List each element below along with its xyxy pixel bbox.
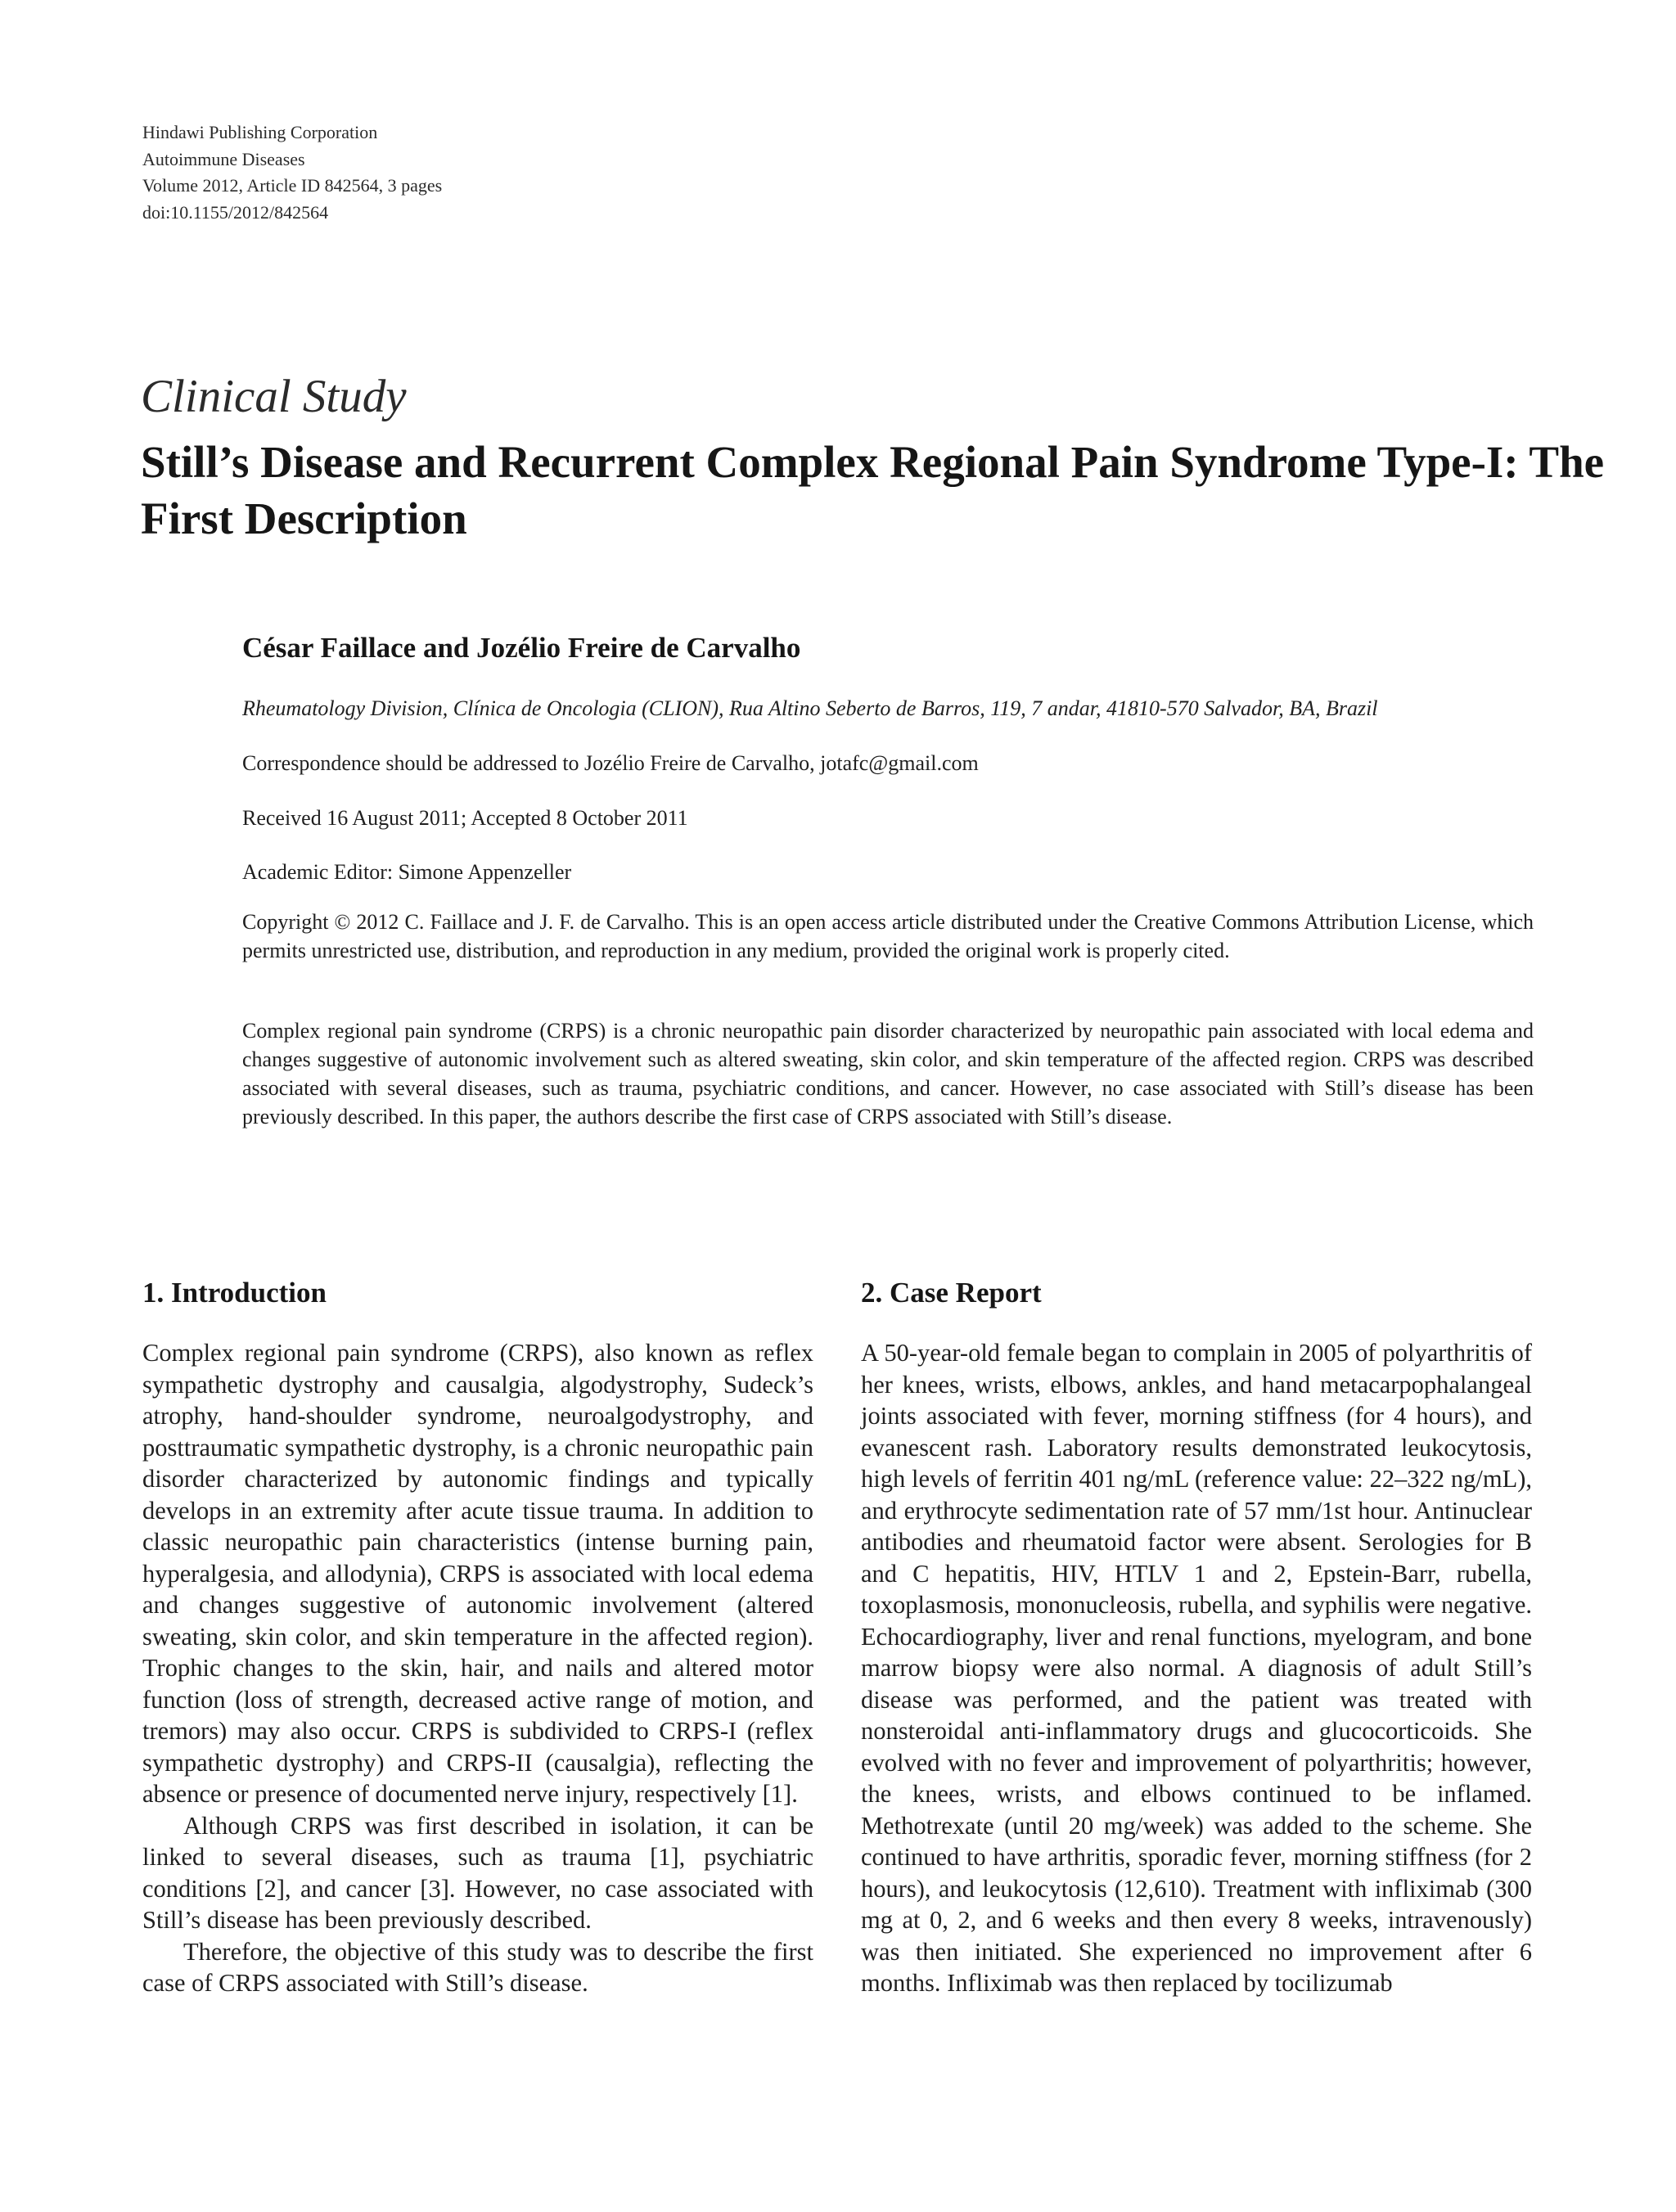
- journal-name: Autoimmune Diseases: [142, 148, 305, 169]
- correspondence: Correspondence should be addressed to Jozélio Freire de Carvalho, jotafc@gmail.com: [242, 751, 979, 775]
- author-list: César Faillace and Jozélio Freire de Carvalho: [242, 632, 801, 664]
- academic-editor: Academic Editor: Simone Appenzeller: [242, 860, 572, 884]
- paragraph: A 50-year-old female began to complain in 2005 of polyarthritis of her knees, wrists, elbows, ankles, and hand metacarpophalangeal joints associated with fever, morning stiffness (for 4 hours), and evanescent rash. Laboratory results demonstrated leukocytosis, high levels of ferritin 401 ng/mL (reference value: 22–322 ng/mL), and erythrocyte sedimentation rate of 57 mm/1st hour. Antinuclear antibodies and rheumatoid factor were absent. Serologies for B and C hepatitis, HIV, HTLV 1 and 2, Epstein-Barr, rubella, toxoplasmosis, mononucleosis, rubella, and syphilis were negative. Echocardiography, liver and renal functions, myelogram, and bone marrow biopsy were also normal. A diagnosis of adult Still’s disease was performed, and the patient was treated with nonsteroidal anti-inflammatory drugs and glucocorticoids. She evolved with no fever and improvement of polyarthritis; however, the knees, wrists, and elbows continued to be inflamed. Methotrexate (until 20 mg/week) was added to the scheme. She continued to have arthritis, sporadic fever, morning stiffness (for 2 hours), and leukocytosis (12,610). Treatment with infliximab (300 mg at 0, 2, and 6 weeks and then every 8 weeks, intravenously) was then initiated. She experienced no improvement after 6 months. Infliximab was then replaced by tocilizumab: [861, 1339, 1532, 1997]
- section-heading-case-report: 2. Case Report: [861, 1277, 1042, 1309]
- paragraph: Complex regional pain syndrome (CRPS), also known as reflex sympathetic dystrophy and causalgia, algodystrophy, Sudeck’s atrophy, hand-shoulder syndrome, neuroalgodystrophy, and posttraumatic sympathetic dystrophy, is a chronic neuropathic pain disorder characterized by autonomic findings and typically develops in an extremity after acute tissue trauma. In addition to classic neuropathic pain characteristics (intense burning pain, hyperalgesia, and allodynia), CRPS is associated with local edema and changes suggestive of autonomic involvement (altered sweating, skin color, and skin temperature in the affected region). Trophic changes to the skin, hair, and nails and altered motor function (loss of strength, decreased active range of motion, and tremors) may also occur. CRPS is subdivided to CRPS-I (reflex sympathetic dystrophy) and CRPS-II (causalgia), reflecting the absence or presence of documented nerve injury, respectively [1].: [142, 1339, 813, 1808]
- doi-text: doi:10.1155/2012/842564: [142, 201, 329, 223]
- journal-header: [142, 119, 442, 226]
- paragraph: Therefore, the objective of this study was to describe the first case of CRPS associated with Still’s disease.: [142, 1937, 813, 1997]
- article-title: Still’s Disease and Recurrent Complex Regional Pain Syndrome Type-I: The First Description: [141, 437, 1605, 543]
- introduction-section: [142, 1275, 813, 1999]
- affiliation: Rheumatology Division, Clínica de Oncologia (CLION), Rua Altino Seberto de Barros, 119, 7 andar, 41810-570 Salvador, BA, Brazil: [242, 696, 1378, 720]
- paragraph: Although CRPS was first described in isolation, it can be linked to several diseases, such as trauma [1], psychiatric conditions [2], and cancer [3]. However, no case associated with Still’s disease has been previously described.: [142, 1811, 813, 1934]
- abstract: Complex regional pain syndrome (CRPS) is a chronic neuropathic pain disorder characterized by neuropathic pain associated with local edema and changes suggestive of autonomic involvement such as altered sweating, skin color, and skin temperature of the affected region. CRPS was described associated with several diseases, such as trauma, psychiatric conditions, and cancer. However, no case associated with Still’s disease has been previously described. In this paper, the authors describe the first case of CRPS associated with Still’s disease.: [242, 1019, 1534, 1129]
- publisher-name: Hindawi Publishing Corporation: [142, 122, 378, 142]
- section-heading-introduction: 1. Introduction: [142, 1277, 327, 1309]
- case-report-section: [861, 1275, 1532, 1999]
- volume-info: Volume 2012, Article ID 842564, 3 pages: [142, 175, 443, 196]
- received-dates: Received 16 August 2011; Accepted 8 October 2011: [242, 806, 688, 830]
- article-type: Clinical Study: [141, 371, 407, 422]
- copyright-notice: Copyright © 2012 C. Faillace and J. F. de Carvalho. This is an open access article distributed under the Creative Commons Attribution License, which permits unrestricted use, distribution, and reproduction in any medium, provided the original work is properly cited.: [242, 910, 1534, 962]
